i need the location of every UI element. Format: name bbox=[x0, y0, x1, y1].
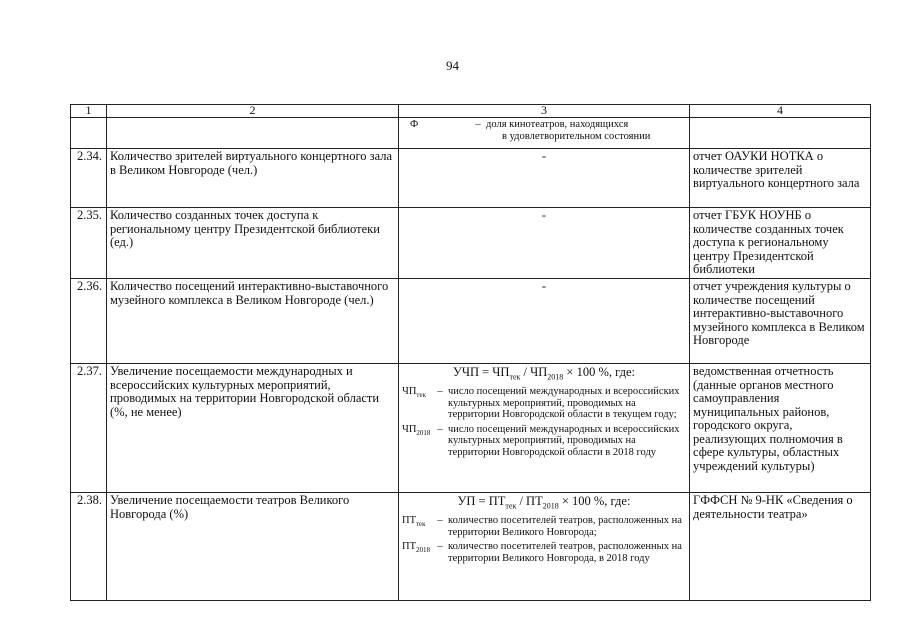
formula-cell bbox=[399, 493, 690, 601]
row-number: 2.34. bbox=[71, 149, 107, 208]
formula-cell: - bbox=[399, 149, 690, 208]
row-number: 2.35. bbox=[71, 208, 107, 279]
row-number: 2.38. bbox=[71, 493, 107, 601]
table-row-continuation bbox=[71, 118, 871, 149]
table-row bbox=[71, 493, 871, 601]
indicator-name: Увеличение посещаемости международных и всероссийских культурных мероприятий, проводимых на территории Новгородской области (%, не менее) bbox=[107, 364, 399, 493]
phi-symbol: Ф bbox=[410, 119, 419, 130]
header-col-3: 3 bbox=[399, 105, 690, 118]
indicator-name: Количество посещений интерактивно-выставочного музейного комплекса в Великом Новгороде (чел.) bbox=[107, 279, 399, 364]
phi-text-line2: в удовлетворительном состоянии bbox=[502, 130, 651, 142]
source-cell: отчет ГБУК НОУНБ о количестве созданных точек доступа к региональному центру Президентской библиотеки bbox=[690, 208, 871, 279]
indicator-name: Количество созданных точек доступа к региональному центру Президентской библиотеки (ед.) bbox=[107, 208, 399, 279]
formula: УЧП = $ЧП_{тек} / ЧП_{2018} \times 100$ %, где: bbox=[453, 365, 635, 382]
table-header-row bbox=[71, 105, 871, 118]
phi-text-line1: доля кинотеатров, находящихся bbox=[486, 119, 629, 130]
source-cell: ГФФСН № 9-НК «Сведения о деятельности театра» bbox=[690, 493, 871, 601]
table-row bbox=[71, 279, 871, 364]
formula-cell: - bbox=[399, 279, 690, 364]
formula: УП = $ПТ_{тек} / ПТ_{2018} \times 100$ %, где: bbox=[457, 494, 631, 511]
formula-definition: $ЧП_{тек}$ – число посещений международных и всероссийских культурных мероприятий, проводимых на территории Новгородской области в текущем году; bbox=[402, 386, 680, 420]
header-col-1: 1 bbox=[71, 105, 107, 118]
formula-cell: - bbox=[399, 208, 690, 279]
phi-definition bbox=[399, 118, 690, 149]
indicator-name: Увеличение посещаемости театров Великого Новгорода (%) bbox=[107, 493, 399, 601]
source-cell: ведомственная отчетность (данные органов местного самоуправления муниципальных районов, городского округа, реализующих полномочия в сфере культуры, областных учреждений культуры) bbox=[690, 364, 871, 493]
row-number: 2.36. bbox=[71, 279, 107, 364]
table-row bbox=[71, 208, 871, 279]
formula-cell bbox=[399, 364, 690, 493]
table-row bbox=[71, 364, 871, 493]
page-number: 94 bbox=[446, 58, 459, 73]
indicator-name: Количество зрителей виртуального концертного зала в Великом Новгороде (чел.) bbox=[107, 149, 399, 208]
formula-definition: $ПТ_{тек}$ – количество посетителей театров, расположенных на территории Великого Новгорода; bbox=[402, 515, 682, 538]
table-row bbox=[71, 149, 871, 208]
indicators-table bbox=[70, 104, 871, 601]
source-cell: отчет учреждения культуры о количестве посещений интерактивно-выставочного музейного комплекса в Великом Новгороде bbox=[690, 279, 871, 364]
header-col-2: 2 bbox=[107, 105, 399, 118]
header-col-4: 4 bbox=[690, 105, 871, 118]
source-cell: отчет ОАУКИ НОТКА о количестве зрителей виртуального концертного зала bbox=[690, 149, 871, 208]
row-number: 2.37. bbox=[71, 364, 107, 493]
formula-definition: $ПТ_{2018}$ – количество посетителей театров, расположенных на территории Великого Новгорода, в 2018 году bbox=[402, 541, 682, 564]
phi-dash: – bbox=[475, 119, 481, 130]
formula-definition: $ЧП_{2018}$ – число посещений международных и всероссийских культурных мероприятий, проводимых на территории Новгородской области в 2018 году bbox=[402, 423, 680, 458]
